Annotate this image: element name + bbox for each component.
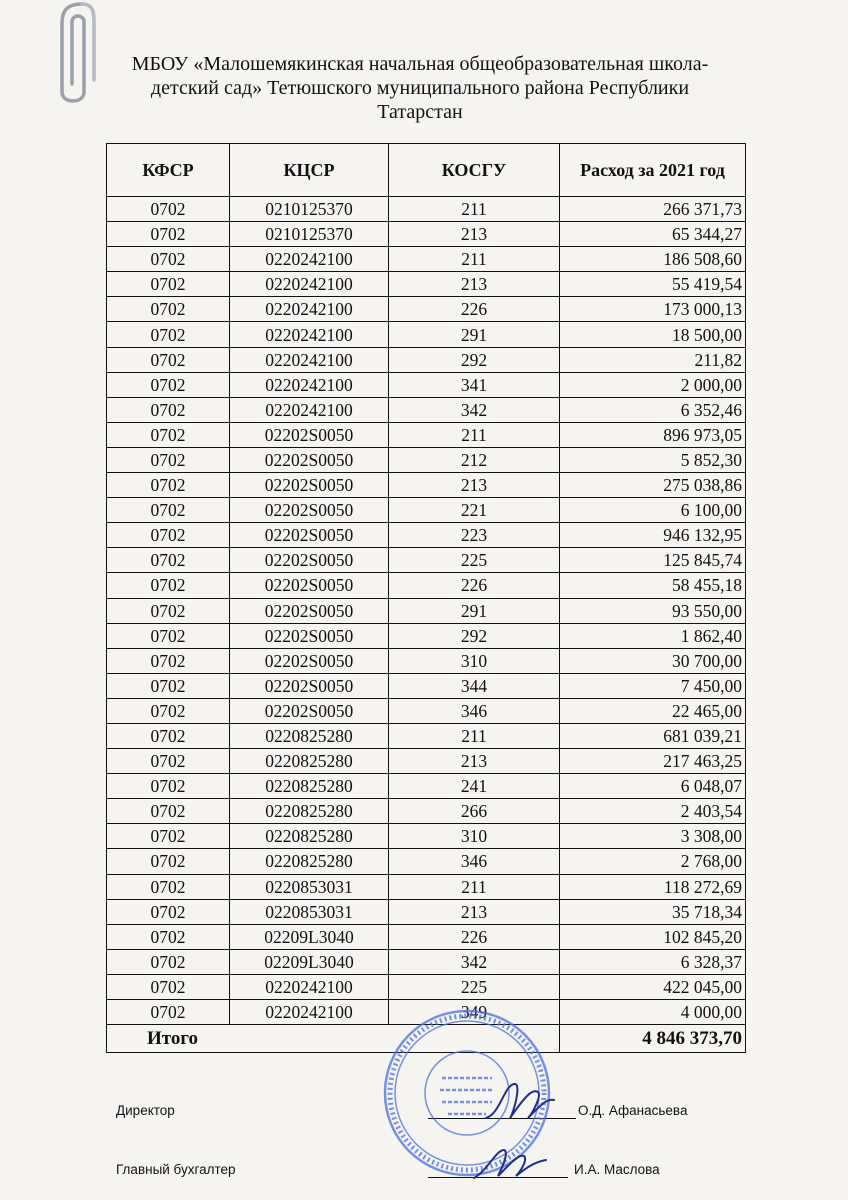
cell-expense: 6 100,00 <box>560 498 746 523</box>
header-line-2: детский сад» Тетюшского муниципального района Республики <box>150 77 690 99</box>
table-row <box>107 247 746 272</box>
cell-kosgu: 310 <box>389 648 560 673</box>
cell-kosgu: 292 <box>389 347 560 372</box>
cell-expense: 18 500,00 <box>560 322 746 347</box>
table-row <box>107 573 746 598</box>
cell-kcsr: 02202S0050 <box>230 673 389 698</box>
expense-table <box>106 143 746 1053</box>
cell-kfsr: 0702 <box>107 1000 230 1025</box>
table-row <box>107 422 746 447</box>
table-row <box>107 974 746 999</box>
table-row <box>107 698 746 723</box>
cell-expense: 5 852,30 <box>560 447 746 472</box>
table-row <box>107 322 746 347</box>
cell-kfsr: 0702 <box>107 924 230 949</box>
table-row <box>107 749 746 774</box>
cell-kosgu: 226 <box>389 573 560 598</box>
cell-kosgu: 291 <box>389 598 560 623</box>
table-row <box>107 347 746 372</box>
cell-expense: 266 371,73 <box>560 197 746 222</box>
cell-kosgu: 342 <box>389 949 560 974</box>
cell-kcsr: 0220853031 <box>230 899 389 924</box>
table-row <box>107 874 746 899</box>
cell-kosgu: 225 <box>389 548 560 573</box>
cell-expense: 30 700,00 <box>560 648 746 673</box>
column-header-kcsr: КЦСР <box>230 144 389 197</box>
cell-expense: 6 328,37 <box>560 949 746 974</box>
cell-kcsr: 0220825280 <box>230 723 389 748</box>
cell-kosgu: 226 <box>389 297 560 322</box>
accountant-title: Главный бухгалтер <box>116 1162 236 1177</box>
cell-expense: 65 344,27 <box>560 222 746 247</box>
cell-kfsr: 0702 <box>107 397 230 422</box>
cell-kfsr: 0702 <box>107 949 230 974</box>
cell-kcsr: 0220825280 <box>230 774 389 799</box>
table-body <box>107 197 746 1025</box>
cell-expense: 211,82 <box>560 347 746 372</box>
table-row <box>107 473 746 498</box>
cell-kosgu: 213 <box>389 222 560 247</box>
cell-kfsr: 0702 <box>107 322 230 347</box>
cell-kcsr: 0220242100 <box>230 322 389 347</box>
cell-kfsr: 0702 <box>107 347 230 372</box>
cell-kcsr: 0220242100 <box>230 347 389 372</box>
table-row <box>107 447 746 472</box>
table-row <box>107 222 746 247</box>
director-signature <box>480 1078 560 1126</box>
cell-kcsr: 0220825280 <box>230 799 389 824</box>
cell-kosgu: 212 <box>389 447 560 472</box>
cell-kcsr: 0220242100 <box>230 974 389 999</box>
cell-expense: 173 000,13 <box>560 297 746 322</box>
cell-kfsr: 0702 <box>107 648 230 673</box>
cell-expense: 186 508,60 <box>560 247 746 272</box>
cell-kfsr: 0702 <box>107 749 230 774</box>
document-header <box>110 52 730 124</box>
cell-expense: 55 419,54 <box>560 272 746 297</box>
table-row <box>107 924 746 949</box>
table-row <box>107 372 746 397</box>
header-line-1: МБОУ «Малошемякинская начальная общеобразовательная школа- <box>131 53 709 75</box>
cell-expense: 22 465,00 <box>560 698 746 723</box>
cell-kosgu: 213 <box>389 749 560 774</box>
cell-kcsr: 02202S0050 <box>230 447 389 472</box>
cell-expense: 7 450,00 <box>560 673 746 698</box>
cell-kfsr: 0702 <box>107 447 230 472</box>
cell-kcsr: 0220825280 <box>230 824 389 849</box>
table-row <box>107 272 746 297</box>
cell-kfsr: 0702 <box>107 197 230 222</box>
table-row <box>107 548 746 573</box>
table-row <box>107 799 746 824</box>
cell-kfsr: 0702 <box>107 799 230 824</box>
cell-kcsr: 02209L3040 <box>230 924 389 949</box>
cell-kfsr: 0702 <box>107 623 230 648</box>
cell-kcsr: 02202S0050 <box>230 573 389 598</box>
cell-kcsr: 0220853031 <box>230 874 389 899</box>
cell-kcsr: 02202S0050 <box>230 523 389 548</box>
cell-kfsr: 0702 <box>107 247 230 272</box>
cell-kosgu: 266 <box>389 799 560 824</box>
cell-kfsr: 0702 <box>107 899 230 924</box>
cell-expense: 4 000,00 <box>560 1000 746 1025</box>
cell-kfsr: 0702 <box>107 473 230 498</box>
cell-kfsr: 0702 <box>107 598 230 623</box>
cell-kfsr: 0702 <box>107 548 230 573</box>
paperclip-icon <box>54 0 98 110</box>
cell-expense: 275 038,86 <box>560 473 746 498</box>
cell-kfsr: 0702 <box>107 874 230 899</box>
table-row <box>107 197 746 222</box>
cell-kcsr: 0210125370 <box>230 197 389 222</box>
cell-expense: 422 045,00 <box>560 974 746 999</box>
cell-kfsr: 0702 <box>107 222 230 247</box>
column-header-kosgu: КОСГУ <box>389 144 560 197</box>
cell-kosgu: 213 <box>389 899 560 924</box>
cell-kosgu: 213 <box>389 272 560 297</box>
cell-expense: 35 718,34 <box>560 899 746 924</box>
cell-expense: 118 272,69 <box>560 874 746 899</box>
cell-kosgu: 226 <box>389 924 560 949</box>
cell-kcsr: 02209L3040 <box>230 949 389 974</box>
cell-kfsr: 0702 <box>107 498 230 523</box>
cell-kcsr: 0220242100 <box>230 1000 389 1025</box>
cell-kfsr: 0702 <box>107 523 230 548</box>
cell-kosgu: 349 <box>389 1000 560 1025</box>
cell-kfsr: 0702 <box>107 573 230 598</box>
table-row <box>107 397 746 422</box>
cell-expense: 2 403,54 <box>560 799 746 824</box>
accountant-signature <box>470 1140 550 1184</box>
table-header-row <box>107 144 746 197</box>
cell-kosgu: 213 <box>389 473 560 498</box>
cell-kfsr: 0702 <box>107 849 230 874</box>
total-label: Итого <box>107 1025 560 1053</box>
table-row <box>107 949 746 974</box>
cell-kosgu: 211 <box>389 723 560 748</box>
cell-kcsr: 0210125370 <box>230 222 389 247</box>
cell-kosgu: 225 <box>389 974 560 999</box>
cell-kfsr: 0702 <box>107 824 230 849</box>
cell-kcsr: 02202S0050 <box>230 698 389 723</box>
director-name: О.Д. Афанасьева <box>578 1103 688 1118</box>
cell-kcsr: 0220242100 <box>230 397 389 422</box>
cell-kosgu: 342 <box>389 397 560 422</box>
cell-kfsr: 0702 <box>107 272 230 297</box>
cell-kosgu: 341 <box>389 372 560 397</box>
cell-expense: 6 048,07 <box>560 774 746 799</box>
cell-kosgu: 310 <box>389 824 560 849</box>
cell-kfsr: 0702 <box>107 774 230 799</box>
cell-kosgu: 344 <box>389 673 560 698</box>
cell-kcsr: 0220242100 <box>230 247 389 272</box>
cell-kosgu: 211 <box>389 874 560 899</box>
cell-kosgu: 346 <box>389 698 560 723</box>
table-row <box>107 849 746 874</box>
cell-kcsr: 02202S0050 <box>230 623 389 648</box>
cell-kcsr: 0220242100 <box>230 272 389 297</box>
cell-kfsr: 0702 <box>107 723 230 748</box>
cell-expense: 2 000,00 <box>560 372 746 397</box>
table-row <box>107 899 746 924</box>
cell-expense: 1 862,40 <box>560 623 746 648</box>
cell-kfsr: 0702 <box>107 698 230 723</box>
cell-expense: 896 973,05 <box>560 422 746 447</box>
cell-expense: 125 845,74 <box>560 548 746 573</box>
cell-expense: 3 308,00 <box>560 824 746 849</box>
cell-kosgu: 241 <box>389 774 560 799</box>
director-title: Директор <box>116 1103 175 1118</box>
cell-kfsr: 0702 <box>107 372 230 397</box>
cell-expense: 58 455,18 <box>560 573 746 598</box>
cell-expense: 217 463,25 <box>560 749 746 774</box>
table-row <box>107 297 746 322</box>
cell-kcsr: 0220242100 <box>230 372 389 397</box>
column-header-kfsr: КФСР <box>107 144 230 197</box>
table-row <box>107 673 746 698</box>
cell-kcsr: 02202S0050 <box>230 648 389 673</box>
table-row <box>107 598 746 623</box>
cell-expense: 946 132,95 <box>560 523 746 548</box>
table-row <box>107 648 746 673</box>
cell-kcsr: 02202S0050 <box>230 548 389 573</box>
cell-expense: 102 845,20 <box>560 924 746 949</box>
cell-kosgu: 211 <box>389 197 560 222</box>
cell-kfsr: 0702 <box>107 673 230 698</box>
header-line-3: Татарстан <box>377 101 463 123</box>
column-header-expense: Расход за 2021 год <box>560 144 746 197</box>
cell-kosgu: 292 <box>389 623 560 648</box>
accountant-name: И.А. Маслова <box>574 1162 660 1177</box>
cell-expense: 93 550,00 <box>560 598 746 623</box>
cell-expense: 6 352,46 <box>560 397 746 422</box>
table-row <box>107 774 746 799</box>
total-value: 4 846 373,70 <box>560 1025 746 1053</box>
table-row <box>107 824 746 849</box>
cell-kfsr: 0702 <box>107 974 230 999</box>
cell-kosgu: 211 <box>389 422 560 447</box>
cell-expense: 681 039,21 <box>560 723 746 748</box>
cell-kosgu: 221 <box>389 498 560 523</box>
cell-kfsr: 0702 <box>107 422 230 447</box>
cell-kcsr: 02202S0050 <box>230 498 389 523</box>
cell-kosgu: 291 <box>389 322 560 347</box>
cell-kcsr: 0220825280 <box>230 849 389 874</box>
cell-kosgu: 223 <box>389 523 560 548</box>
cell-kcsr: 0220825280 <box>230 749 389 774</box>
cell-kosgu: 211 <box>389 247 560 272</box>
cell-kcsr: 02202S0050 <box>230 422 389 447</box>
cell-kcsr: 02202S0050 <box>230 598 389 623</box>
cell-kosgu: 346 <box>389 849 560 874</box>
cell-kcsr: 0220242100 <box>230 297 389 322</box>
table-row <box>107 723 746 748</box>
table-row <box>107 498 746 523</box>
cell-kfsr: 0702 <box>107 297 230 322</box>
cell-kcsr: 02202S0050 <box>230 473 389 498</box>
table-row <box>107 523 746 548</box>
table-row <box>107 623 746 648</box>
cell-expense: 2 768,00 <box>560 849 746 874</box>
